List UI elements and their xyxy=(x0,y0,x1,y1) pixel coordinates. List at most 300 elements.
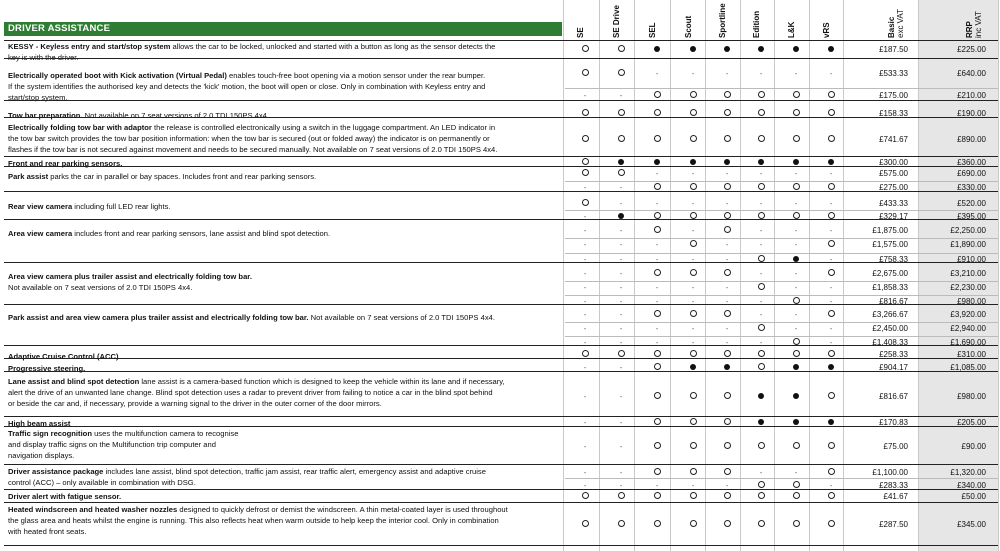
availability-cell xyxy=(819,169,843,179)
optional-circle-icon xyxy=(758,350,765,357)
basic-price: £904.17 xyxy=(879,362,908,372)
availability-cell xyxy=(645,520,669,529)
description-line xyxy=(8,439,560,450)
feature-detail: parks the car in parallel or bay spaces. Includes front and rear parking sensors. xyxy=(48,172,317,181)
optional-circle-icon xyxy=(654,520,661,527)
description-line xyxy=(8,526,560,537)
feature-name: KESSY - Keyless entry and start/stop system xyxy=(8,42,171,51)
unavailable-dash: - xyxy=(794,228,798,235)
rrp-price: £345.00 xyxy=(957,520,986,529)
rrp-price: £50.00 xyxy=(961,492,986,501)
unavailable-dash: - xyxy=(794,312,798,319)
availability-cell xyxy=(819,338,843,348)
description-line xyxy=(8,351,560,362)
feature-description xyxy=(8,70,560,103)
basic-price: £533.33 xyxy=(879,68,908,78)
feature-description xyxy=(8,122,560,155)
feature-description xyxy=(8,376,560,409)
optional-circle-icon xyxy=(690,109,697,116)
basic-price: £741.67 xyxy=(879,134,908,144)
optional-circle-icon xyxy=(828,310,835,317)
optional-circle-icon xyxy=(654,183,661,190)
availability-cell xyxy=(749,45,773,54)
optional-circle-icon xyxy=(828,392,835,399)
description-line xyxy=(8,81,560,92)
feature-name: Progressive steering. xyxy=(8,364,86,373)
unavailable-dash: - xyxy=(829,482,833,490)
rrp-price: £520.00 xyxy=(957,199,986,208)
availability-cell xyxy=(645,69,669,79)
optional-circle-icon xyxy=(690,135,697,142)
availability-cell xyxy=(609,135,633,144)
unavailable-dash: - xyxy=(583,312,587,319)
availability-cell xyxy=(819,442,843,451)
optional-circle-icon xyxy=(690,350,697,357)
availability-cell xyxy=(819,199,843,209)
availability-cell xyxy=(681,255,705,265)
optional-circle-icon xyxy=(618,69,625,76)
optional-circle-icon xyxy=(724,492,731,499)
optional-circle-icon xyxy=(828,442,835,449)
availability-cell xyxy=(681,226,705,236)
availability-cell xyxy=(784,135,808,144)
optional-circle-icon xyxy=(828,109,835,116)
feature-name: Driver alert with fatigue sensor. xyxy=(8,492,122,501)
availability-cell xyxy=(573,468,597,478)
unavailable-dash: - xyxy=(691,339,695,347)
availability-cell xyxy=(784,199,808,209)
optional-circle-icon xyxy=(654,492,661,499)
availability-cell xyxy=(681,392,705,401)
availability-cell xyxy=(784,310,808,320)
optional-circle-icon xyxy=(828,91,835,98)
unavailable-dash: - xyxy=(655,70,659,78)
optional-circle-icon xyxy=(654,418,661,425)
availability-cell xyxy=(573,240,597,250)
unavailable-dash: - xyxy=(619,241,623,249)
availability-cell xyxy=(819,255,843,265)
feature-name: Area view camera plus trailer assist and electrically folding tow bar. xyxy=(8,272,252,281)
unavailable-dash: - xyxy=(759,70,763,78)
optional-circle-icon xyxy=(724,468,731,475)
standard-dot-icon xyxy=(690,46,696,52)
description-line xyxy=(8,201,560,212)
availability-cell xyxy=(645,324,669,334)
availability-cell xyxy=(715,169,739,179)
optional-circle-icon xyxy=(724,109,731,116)
optional-circle-icon xyxy=(690,392,697,399)
availability-cell xyxy=(573,226,597,236)
standard-dot-icon xyxy=(758,393,764,399)
rrp-price: £890.00 xyxy=(957,134,986,144)
optional-circle-icon xyxy=(793,520,800,527)
optional-circle-icon xyxy=(654,350,661,357)
description-line xyxy=(8,282,560,293)
feature-detail: includes lane assist, blind spot detection, traffic jam assist, rear traffic alert, emergency assist and adaptive cruise xyxy=(103,467,486,476)
unavailable-dash: - xyxy=(725,256,729,264)
availability-cell xyxy=(573,199,597,208)
optional-circle-icon xyxy=(793,135,800,142)
optional-circle-icon xyxy=(654,109,661,116)
optional-circle-icon xyxy=(724,269,731,276)
availability-cell xyxy=(784,520,808,529)
optional-circle-icon xyxy=(618,109,625,116)
unavailable-dash: - xyxy=(583,298,587,306)
availability-cell xyxy=(784,226,808,236)
feature-name: Front and rear parking sensors. xyxy=(8,159,123,168)
unavailable-dash: - xyxy=(619,325,623,333)
column-separator xyxy=(809,0,810,551)
optional-circle-icon xyxy=(724,135,731,142)
availability-cell xyxy=(819,392,843,401)
availability-cell xyxy=(819,468,843,477)
unavailable-dash: - xyxy=(583,364,587,372)
unavailable-dash: - xyxy=(794,70,798,78)
unavailable-dash: - xyxy=(759,469,763,477)
rrp-price: £2,230.00 xyxy=(950,282,986,292)
trim-header-label: Edition xyxy=(752,10,761,38)
row-rule xyxy=(4,117,998,118)
unavailable-dash: - xyxy=(829,171,833,178)
standard-dot-icon xyxy=(724,46,730,52)
column-separator xyxy=(918,0,919,551)
unavailable-dash: - xyxy=(794,284,798,292)
unavailable-dash: - xyxy=(583,256,587,264)
availability-cell xyxy=(819,240,843,249)
trim-header-label: Sportline xyxy=(718,3,727,38)
column-separator xyxy=(563,0,564,551)
description-line xyxy=(8,228,560,239)
unavailable-dash: - xyxy=(759,339,763,347)
option-divider xyxy=(565,181,998,182)
feature-detail: alert the drive of an unwanted lane change. Blind spot detection uses a radar to prevent driver from failing to notice a car in the blind spot behind xyxy=(8,388,493,397)
availability-cell xyxy=(715,199,739,209)
availability-cell xyxy=(573,255,597,265)
availability-cell xyxy=(645,45,669,54)
availability-cell xyxy=(715,492,739,501)
basic-price: £3,266.67 xyxy=(872,310,908,319)
availability-cell xyxy=(609,69,633,78)
feature-detail: or beside the car and, if necessary, provide a warning signal to the driver in the outer corner of the door mirrors. xyxy=(8,399,382,408)
optional-circle-icon xyxy=(793,338,800,345)
description-line xyxy=(8,477,560,488)
availability-cell xyxy=(609,520,633,529)
feature-name: Heated windscreen and heated washer nozzles xyxy=(8,505,178,514)
description-line xyxy=(8,428,560,439)
row-rule xyxy=(4,464,998,465)
unavailable-dash: - xyxy=(759,298,763,306)
optional-circle-icon xyxy=(618,45,625,52)
unavailable-dash: - xyxy=(794,171,798,178)
optional-circle-icon xyxy=(828,520,835,527)
rrp-price: £1,320.00 xyxy=(950,467,986,477)
unavailable-dash: - xyxy=(619,469,623,477)
feature-detail: the release is controlled electronically using a switch in the luggage compartment. An LED indicator in xyxy=(151,123,496,132)
price-header-label: RRP xyxy=(965,21,974,38)
optional-circle-icon xyxy=(618,492,625,499)
optional-circle-icon xyxy=(758,255,765,262)
optional-circle-icon xyxy=(582,135,589,142)
availability-cell xyxy=(645,310,669,319)
availability-cell xyxy=(749,91,773,100)
optional-circle-icon xyxy=(618,350,625,357)
feature-description xyxy=(8,201,560,212)
optional-circle-icon xyxy=(793,442,800,449)
feature-detail: includes front and rear parking sensors, lane assist and blind spot detection. xyxy=(72,229,331,238)
optional-circle-icon xyxy=(724,183,731,190)
description-line xyxy=(8,271,560,282)
description-line xyxy=(8,110,560,121)
unavailable-dash: - xyxy=(619,443,623,451)
trim-header-6 xyxy=(787,0,797,38)
unavailable-dash: - xyxy=(691,482,695,490)
row-rule xyxy=(4,156,998,157)
availability-cell xyxy=(715,269,739,278)
feature-name: Area view camera xyxy=(8,229,73,238)
availability-cell xyxy=(715,338,739,348)
availability-cell xyxy=(819,297,843,307)
availability-cell xyxy=(749,135,773,144)
feature-name: Adaptive Cruise Control (ACC) xyxy=(8,352,119,361)
availability-cell xyxy=(715,442,739,451)
optional-circle-icon xyxy=(690,468,697,475)
availability-cell xyxy=(645,269,669,278)
availability-cell xyxy=(609,255,633,265)
description-line xyxy=(8,398,560,409)
availability-cell xyxy=(681,492,705,501)
availability-cell xyxy=(609,283,633,293)
optional-circle-icon xyxy=(690,520,697,527)
unavailable-dash: - xyxy=(794,241,798,249)
optional-circle-icon xyxy=(793,183,800,190)
unavailable-dash: - xyxy=(583,393,587,401)
optional-circle-icon xyxy=(654,442,661,449)
standard-dot-icon xyxy=(618,159,624,165)
standard-dot-icon xyxy=(793,393,799,399)
availability-cell xyxy=(681,442,705,451)
column-separator xyxy=(843,0,844,551)
availability-cell xyxy=(609,392,633,402)
optional-circle-icon xyxy=(724,310,731,317)
availability-cell xyxy=(715,91,739,100)
standard-dot-icon xyxy=(828,46,834,52)
rrp-price: £690.00 xyxy=(957,169,986,178)
optional-circle-icon xyxy=(690,212,697,219)
basic-price: £1,100.00 xyxy=(872,467,908,477)
optional-circle-icon xyxy=(582,158,589,165)
feature-detail: the tow bar switch provides the tow bar position information: when the tow bar is secured (out or folded away) the indicator is on permanently or xyxy=(8,134,490,143)
availability-cell xyxy=(645,492,669,501)
optional-circle-icon xyxy=(758,324,765,331)
availability-cell xyxy=(573,324,597,334)
feature-name: Park assist xyxy=(8,172,49,181)
feature-name: Rear view camera xyxy=(8,202,73,211)
description-line xyxy=(8,171,560,182)
optional-circle-icon xyxy=(793,481,800,488)
column-separator xyxy=(634,0,635,551)
availability-cell xyxy=(784,240,808,250)
basic-price: £187.50 xyxy=(879,45,908,54)
rrp-price: £395.00 xyxy=(957,211,986,221)
unavailable-dash: - xyxy=(655,201,659,208)
unavailable-dash: - xyxy=(583,325,587,333)
optional-circle-icon xyxy=(758,283,765,290)
column-separator xyxy=(998,0,999,551)
row-rule xyxy=(4,166,998,167)
optional-circle-icon xyxy=(690,310,697,317)
optional-circle-icon xyxy=(690,442,697,449)
price-header-sub-label: exc VAT xyxy=(896,8,905,38)
rrp-price: £210.00 xyxy=(957,91,986,100)
availability-cell xyxy=(749,199,773,209)
description-line xyxy=(8,158,560,169)
optional-circle-icon xyxy=(758,212,765,219)
availability-cell xyxy=(784,442,808,451)
optional-circle-icon xyxy=(582,109,589,116)
availability-cell xyxy=(681,135,705,144)
availability-cell xyxy=(819,45,843,54)
row-rule xyxy=(4,191,998,192)
optional-circle-icon xyxy=(758,91,765,98)
basic-price: £2,675.00 xyxy=(872,269,908,278)
availability-cell xyxy=(819,324,843,334)
availability-cell xyxy=(715,520,739,529)
unavailable-dash: - xyxy=(583,284,587,292)
optional-circle-icon xyxy=(828,240,835,247)
availability-cell xyxy=(715,69,739,79)
feature-description xyxy=(8,466,560,488)
unavailable-dash: - xyxy=(759,201,763,208)
unavailable-dash: - xyxy=(759,228,763,235)
unavailable-dash: - xyxy=(583,213,587,221)
availability-cell xyxy=(645,283,669,293)
description-line xyxy=(8,41,560,52)
optional-circle-icon xyxy=(758,481,765,488)
availability-cell xyxy=(749,492,773,501)
availability-cell xyxy=(645,240,669,250)
description-line xyxy=(8,312,560,323)
standard-dot-icon xyxy=(724,159,730,165)
feature-detail: uses the multifunction camera to recognise xyxy=(91,429,239,438)
unavailable-dash: - xyxy=(759,312,763,319)
optional-circle-icon xyxy=(582,69,589,76)
unavailable-dash: - xyxy=(583,185,587,192)
feature-detail: lane assist is a camera-based function which is designed to keep the vehicle within its lane and if necessary, xyxy=(139,377,505,386)
feature-detail: If the system identifies the authorised key and detects the 'kick' motion, the boot will open or close. Only in combination with Keyless entry and xyxy=(8,82,486,91)
unavailable-dash: - xyxy=(619,393,623,401)
optional-circle-icon xyxy=(724,350,731,357)
unavailable-dash: - xyxy=(829,256,833,264)
availability-cell xyxy=(573,269,597,279)
unavailable-dash: - xyxy=(619,93,623,100)
availability-cell xyxy=(681,324,705,334)
standard-dot-icon xyxy=(793,419,799,425)
standard-dot-icon xyxy=(758,159,764,165)
unavailable-dash: - xyxy=(725,339,729,347)
unavailable-dash: - xyxy=(725,70,729,78)
standard-dot-icon xyxy=(793,364,799,370)
unavailable-dash: - xyxy=(691,70,695,78)
availability-cell xyxy=(681,240,705,249)
trim-header-2 xyxy=(648,0,658,38)
unavailable-dash: - xyxy=(583,93,587,100)
description-line xyxy=(8,122,560,133)
optional-circle-icon xyxy=(582,492,589,499)
feature-description xyxy=(8,491,560,502)
availability-cell xyxy=(645,338,669,348)
feature-description xyxy=(8,41,560,63)
availability-cell xyxy=(609,169,633,178)
availability-cell xyxy=(749,240,773,250)
standard-dot-icon xyxy=(724,364,730,370)
row-rule xyxy=(4,502,998,503)
description-line xyxy=(8,70,560,81)
availability-cell xyxy=(784,269,808,279)
basic-price: £433.33 xyxy=(879,199,908,208)
availability-cell xyxy=(645,392,669,401)
unavailable-dash: - xyxy=(725,171,729,178)
availability-cell xyxy=(749,69,773,79)
feature-name: Electrically operated boot with Kick activation (Virtual Pedal) xyxy=(8,71,227,80)
optional-circle-icon xyxy=(828,492,835,499)
availability-cell xyxy=(819,69,843,79)
rrp-price: £2,250.00 xyxy=(950,226,986,235)
optional-circle-icon xyxy=(758,442,765,449)
basic-price: £258.33 xyxy=(879,350,908,359)
section-title: DRIVER ASSISTANCE xyxy=(8,23,111,34)
column-separator xyxy=(740,0,741,551)
availability-cell xyxy=(681,269,705,278)
availability-cell xyxy=(573,392,597,402)
description-line xyxy=(8,515,560,526)
availability-cell xyxy=(749,392,773,401)
standard-dot-icon xyxy=(828,364,834,370)
availability-cell xyxy=(681,45,705,54)
row-rule xyxy=(4,416,998,417)
unavailable-dash: - xyxy=(619,201,623,208)
unavailable-dash: - xyxy=(725,482,729,490)
trim-header-label: vRS xyxy=(822,22,831,38)
rrp-price: £2,940.00 xyxy=(950,323,986,333)
availability-cell xyxy=(784,468,808,478)
availability-cell xyxy=(645,135,669,144)
standard-dot-icon xyxy=(793,256,799,262)
option-divider xyxy=(565,478,998,479)
unavailable-dash: - xyxy=(794,201,798,208)
availability-cell xyxy=(819,283,843,293)
description-line xyxy=(8,376,560,387)
optional-circle-icon xyxy=(793,109,800,116)
description-line xyxy=(8,466,560,477)
unavailable-dash: - xyxy=(583,228,587,235)
optional-circle-icon xyxy=(828,212,835,219)
availability-cell xyxy=(681,338,705,348)
availability-cell xyxy=(681,91,705,100)
feature-detail: Not available on 7 seat versions of 2.0 TDI 150PS 4x4. xyxy=(8,283,193,292)
optional-circle-icon xyxy=(690,269,697,276)
availability-cell xyxy=(681,520,705,529)
unavailable-dash: - xyxy=(655,171,659,178)
rrp-price: £910.00 xyxy=(957,254,986,264)
rrp-price: £190.00 xyxy=(957,109,986,118)
availability-cell xyxy=(609,240,633,250)
availability-cell xyxy=(573,135,597,144)
basic-price: £816.67 xyxy=(879,391,908,401)
availability-cell xyxy=(749,520,773,529)
feature-description xyxy=(8,428,560,461)
optional-circle-icon xyxy=(654,226,661,233)
rrp-price: £330.00 xyxy=(957,183,986,192)
